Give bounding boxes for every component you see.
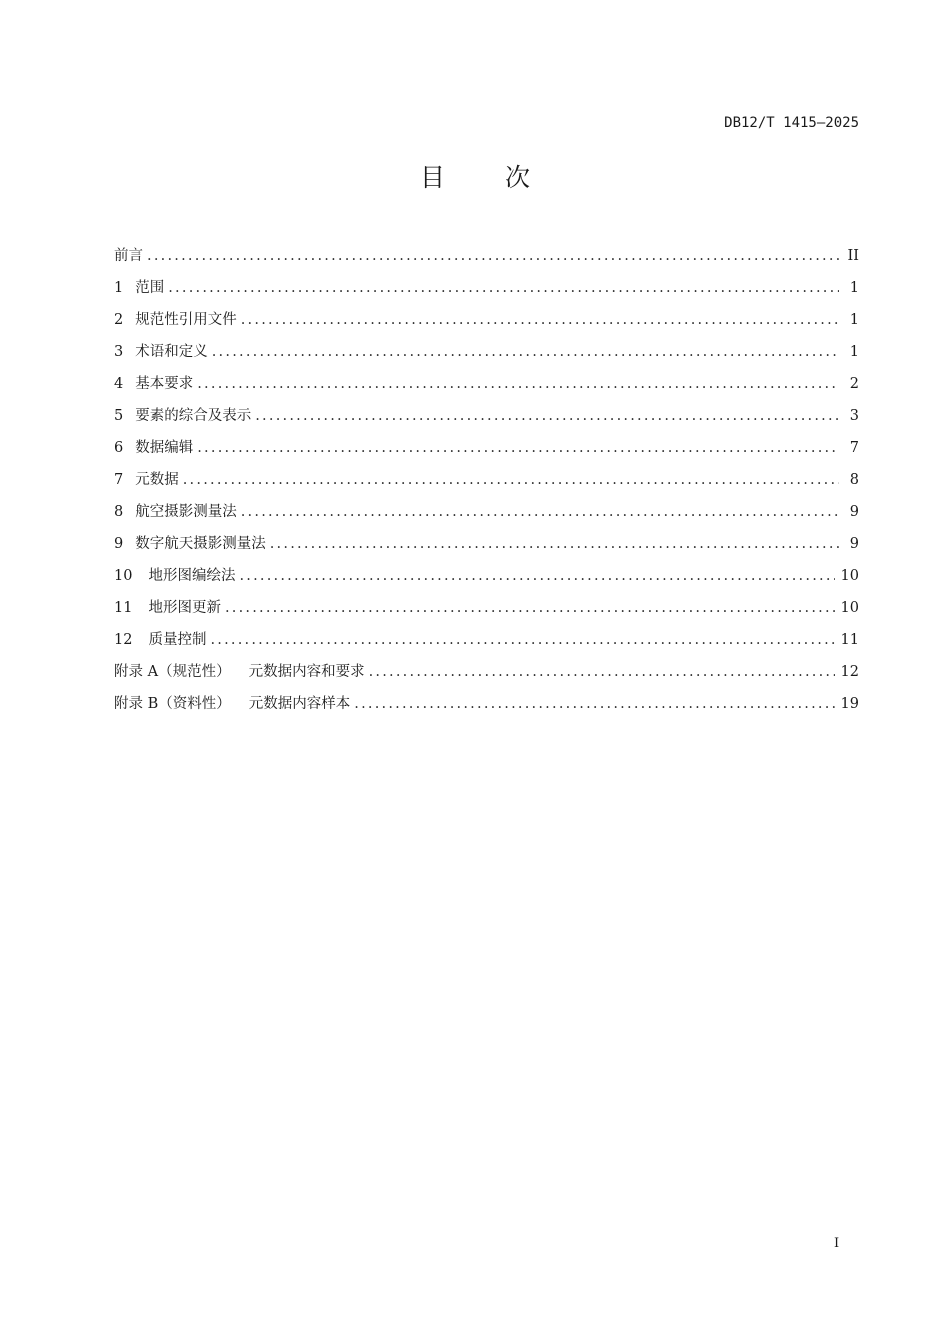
toc-entry-page: 19 bbox=[840, 696, 859, 712]
toc-entry-page: 2 bbox=[849, 376, 859, 392]
toc-entry-12[interactable] bbox=[114, 624, 859, 656]
toc-entry-page: 10 bbox=[840, 568, 859, 584]
toc-entry-page: 7 bbox=[849, 440, 859, 456]
toc-entry-number: 7 bbox=[114, 472, 124, 488]
toc-leader-dots bbox=[239, 560, 834, 592]
toc-entry-label: 元数据 bbox=[135, 472, 179, 488]
toc-leader-dots bbox=[197, 432, 839, 464]
toc-entry-8[interactable] bbox=[114, 496, 859, 528]
toc-leader-dots bbox=[255, 400, 839, 432]
toc-entry-number: 8 bbox=[114, 504, 124, 520]
toc-leader-dots bbox=[241, 304, 839, 336]
toc-entry-page: 1 bbox=[849, 344, 859, 360]
toc-entry-4[interactable] bbox=[114, 368, 859, 400]
toc-entry-label: 附录 A（规范性） bbox=[114, 664, 231, 680]
toc-entry-label: 数字航天摄影测量法 bbox=[135, 536, 266, 552]
toc-entry-label: 规范性引用文件 bbox=[135, 312, 237, 328]
toc-entry-page: II bbox=[847, 248, 859, 264]
toc-leader-dots bbox=[210, 624, 834, 656]
toc-entry-number: 9 bbox=[114, 536, 124, 552]
toc-entry-label: 术语和定义 bbox=[135, 344, 208, 360]
toc-leader-dots bbox=[168, 272, 839, 304]
table-of-contents bbox=[114, 240, 859, 720]
toc-entry-10[interactable] bbox=[114, 560, 859, 592]
toc-title bbox=[0, 158, 950, 194]
toc-leader-dots bbox=[241, 496, 839, 528]
toc-leader-dots bbox=[270, 528, 839, 560]
page-number: I bbox=[834, 1236, 840, 1251]
toc-leader-dots bbox=[147, 240, 839, 272]
toc-title-left: 目 bbox=[419, 163, 445, 192]
toc-entry-label: 范围 bbox=[135, 280, 165, 296]
toc-entry-number: 11 bbox=[114, 600, 133, 616]
toc-entry-label: 基本要求 bbox=[135, 376, 194, 392]
toc-entry-label: 地形图更新 bbox=[148, 600, 221, 616]
toc-entry-number: 10 bbox=[114, 568, 133, 584]
toc-entry-subtitle: 元数据内容样本 bbox=[248, 696, 351, 712]
toc-leader-dots bbox=[369, 656, 835, 688]
toc-entry-page: 1 bbox=[849, 312, 859, 328]
toc-entry-page: 9 bbox=[849, 504, 859, 520]
toc-entry-number: 5 bbox=[114, 408, 124, 424]
toc-entry-label: 航空摄影测量法 bbox=[135, 504, 237, 520]
toc-entry-page: 3 bbox=[849, 408, 859, 424]
toc-entry-2[interactable] bbox=[114, 304, 859, 336]
toc-entry-label: 质量控制 bbox=[148, 632, 207, 648]
toc-entry-number: 1 bbox=[114, 280, 124, 296]
toc-entry-page: 8 bbox=[849, 472, 859, 488]
toc-entry-number: 3 bbox=[114, 344, 124, 360]
toc-entry-7[interactable] bbox=[114, 464, 859, 496]
toc-leader-dots bbox=[197, 368, 839, 400]
toc-entry-number: 12 bbox=[114, 632, 133, 648]
toc-entry-page: 11 bbox=[840, 632, 859, 648]
toc-entry-label: 要素的综合及表示 bbox=[135, 408, 252, 424]
toc-leader-dots bbox=[183, 464, 839, 496]
toc-entry-label: 附录 B（资料性） bbox=[114, 696, 231, 712]
toc-leader-dots bbox=[354, 688, 834, 720]
toc-entry-5[interactable] bbox=[114, 400, 859, 432]
toc-entry-number: 2 bbox=[114, 312, 124, 328]
toc-entry-page: 1 bbox=[849, 280, 859, 296]
toc-entry-6[interactable] bbox=[114, 432, 859, 464]
toc-entry-3[interactable] bbox=[114, 336, 859, 368]
toc-entry-appendix-a[interactable] bbox=[114, 656, 859, 688]
toc-entry-label: 地形图编绘法 bbox=[148, 568, 236, 584]
toc-entry-number: 4 bbox=[114, 376, 124, 392]
document-code: DB12/T 1415—2025 bbox=[724, 115, 859, 131]
toc-entry-appendix-b[interactable] bbox=[114, 688, 859, 720]
toc-entry-foreword[interactable] bbox=[114, 240, 859, 272]
toc-entry-1[interactable] bbox=[114, 272, 859, 304]
toc-leader-dots bbox=[225, 592, 835, 624]
toc-entry-page: 9 bbox=[849, 536, 859, 552]
toc-entry-11[interactable] bbox=[114, 592, 859, 624]
toc-entry-label: 数据编辑 bbox=[135, 440, 194, 456]
toc-entry-subtitle: 元数据内容和要求 bbox=[248, 664, 365, 680]
toc-entry-number: 6 bbox=[114, 440, 124, 456]
toc-entry-page: 12 bbox=[840, 664, 859, 680]
toc-title-right: 次 bbox=[505, 163, 531, 192]
toc-entry-9[interactable] bbox=[114, 528, 859, 560]
toc-entry-label: 前言 bbox=[114, 248, 143, 264]
toc-leader-dots bbox=[212, 336, 839, 368]
toc-entry-page: 10 bbox=[840, 600, 859, 616]
